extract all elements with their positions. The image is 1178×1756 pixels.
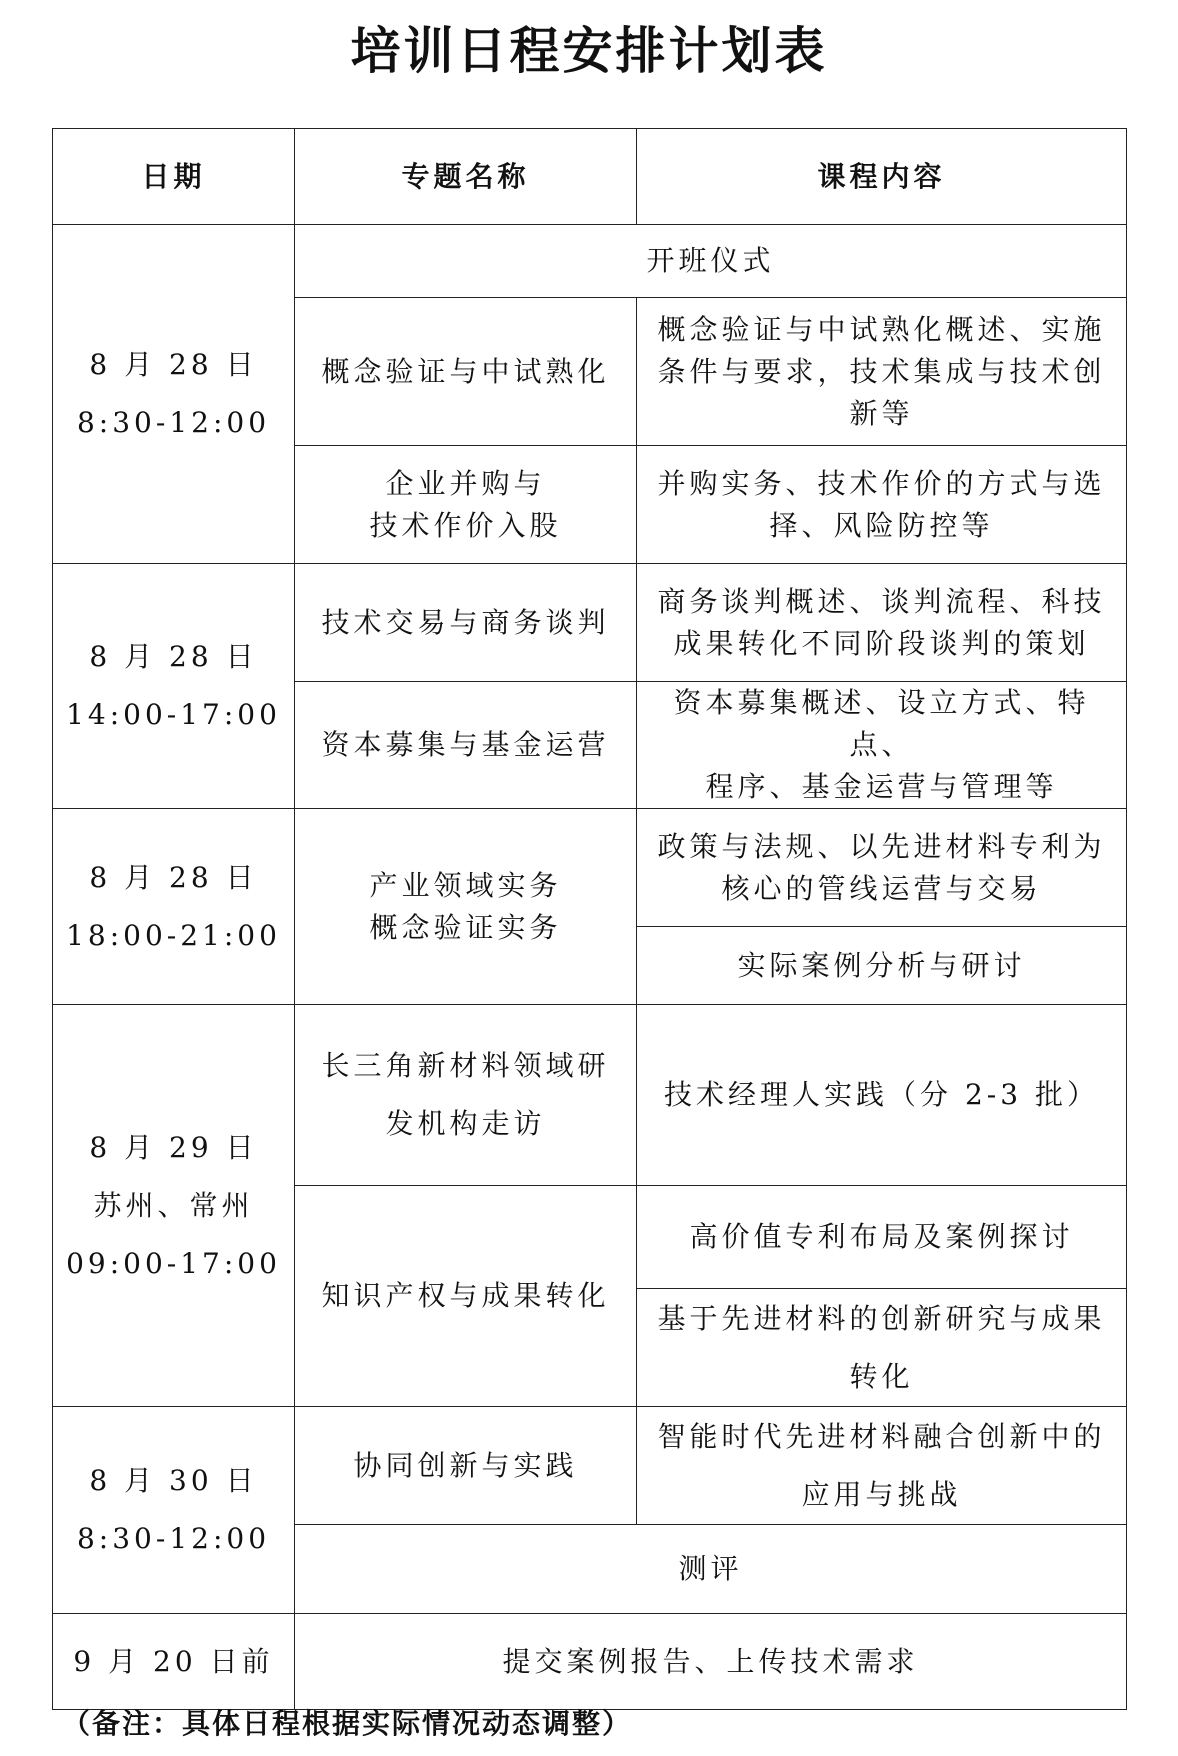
schedule-table: [52, 128, 1127, 1710]
date-text: 8 月 29 日: [89, 1130, 258, 1164]
time-text: 8:30-12:00: [76, 1522, 271, 1555]
content-line: 核心的管线运营与交易: [721, 871, 1042, 905]
content-line: 概念验证与中试熟化概述、实施: [657, 312, 1106, 346]
topic-line: 发机构走访: [385, 1107, 546, 1140]
table-row: [53, 1614, 1127, 1710]
submission-cell: 提交案例报告、上传技术需求: [295, 1614, 1127, 1710]
time-text: 18:00-21:00: [66, 918, 281, 952]
topic-cell: 资本募集与基金运营: [295, 682, 637, 809]
table-row: [53, 1407, 1127, 1525]
date-text: 8 月 28 日: [89, 860, 258, 894]
topic-cell: 协同创新与实践: [295, 1407, 637, 1525]
table-row: [53, 1005, 1127, 1186]
table-row: [53, 809, 1127, 927]
time-text: 14:00-17:00: [66, 698, 281, 731]
header-content: 课程内容: [637, 129, 1127, 225]
content-cell: [637, 809, 1127, 927]
content-line: 应用与挑战: [801, 1477, 962, 1511]
content-cell: [637, 682, 1127, 809]
content-line: 政策与法规、以先进材料专利为: [657, 829, 1106, 863]
header-date: 日期: [53, 129, 295, 225]
time-text: 09:00-17:00: [66, 1246, 281, 1280]
opening-ceremony-cell: 开班仪式: [295, 225, 1127, 298]
date-cell: [53, 225, 295, 564]
date-cell: [53, 1005, 295, 1407]
topic-cell: 概念验证与中试熟化: [295, 298, 637, 446]
content-line: 新等: [849, 396, 914, 430]
header-row: [53, 129, 1127, 225]
date-cell: [53, 1407, 295, 1614]
content-line: 资本募集概述、设立方式、特点、: [673, 686, 1090, 761]
page-title: 培训日程安排计划表: [350, 22, 828, 80]
date-cell: 9 月 20 日前: [53, 1614, 295, 1710]
header-topic: 专题名称: [295, 129, 637, 225]
topic-line: 概念验证实务: [369, 910, 562, 944]
content-line: 转化: [849, 1359, 914, 1393]
content-line: 智能时代先进材料融合创新中的: [657, 1419, 1106, 1453]
content-line: 基于先进材料的创新研究与成果: [657, 1301, 1106, 1335]
content-line: 程序、基金运营与管理等: [705, 770, 1058, 803]
content-line: 商务谈判概述、谈判流程、科技: [657, 584, 1106, 618]
date-cell: [53, 809, 295, 1005]
content-cell: [637, 564, 1127, 682]
content-line: 成果转化不同阶段谈判的策划: [673, 626, 1090, 660]
time-text: 8:30-12:00: [76, 406, 271, 439]
table-row: [53, 564, 1127, 682]
date-cell: [53, 564, 295, 809]
content-line: 择、风险防控等: [769, 508, 994, 542]
content-cell: [637, 1407, 1127, 1525]
topic-cell: [295, 1005, 637, 1186]
content-cell: [637, 446, 1127, 564]
table-row: [53, 225, 1127, 298]
date-text: 8 月 30 日: [89, 1464, 258, 1497]
topic-cell: [295, 809, 637, 1005]
date-text: 8 月 28 日: [89, 640, 258, 673]
content-line: 并购实务、技术作价的方式与选: [657, 466, 1106, 500]
content-cell: 高价值专利布局及案例探讨: [637, 1186, 1127, 1289]
content-cell: 实际案例分析与研讨: [637, 927, 1127, 1005]
content-line: 条件与要求，技术集成与技术创: [657, 354, 1106, 388]
topic-line: 技术作价入股: [369, 508, 562, 542]
topic-line: 产业领域实务: [369, 868, 562, 902]
topic-cell: 技术交易与商务谈判: [295, 564, 637, 682]
content-cell: [637, 1289, 1127, 1407]
content-cell: 技术经理人实践（分 2-3 批）: [637, 1005, 1127, 1186]
topic-cell: 知识产权与成果转化: [295, 1186, 637, 1407]
evaluation-cell: 测评: [295, 1525, 1127, 1614]
footnote: （备注：具体日程根据实际情况动态调整）: [62, 1707, 633, 1740]
location-text: 苏州、常州: [93, 1188, 254, 1222]
topic-cell: [295, 446, 637, 564]
topic-line: 企业并购与: [385, 466, 546, 500]
date-text: 8 月 28 日: [89, 348, 258, 381]
topic-line: 长三角新材料领域研: [321, 1049, 610, 1082]
content-cell: [637, 298, 1127, 446]
